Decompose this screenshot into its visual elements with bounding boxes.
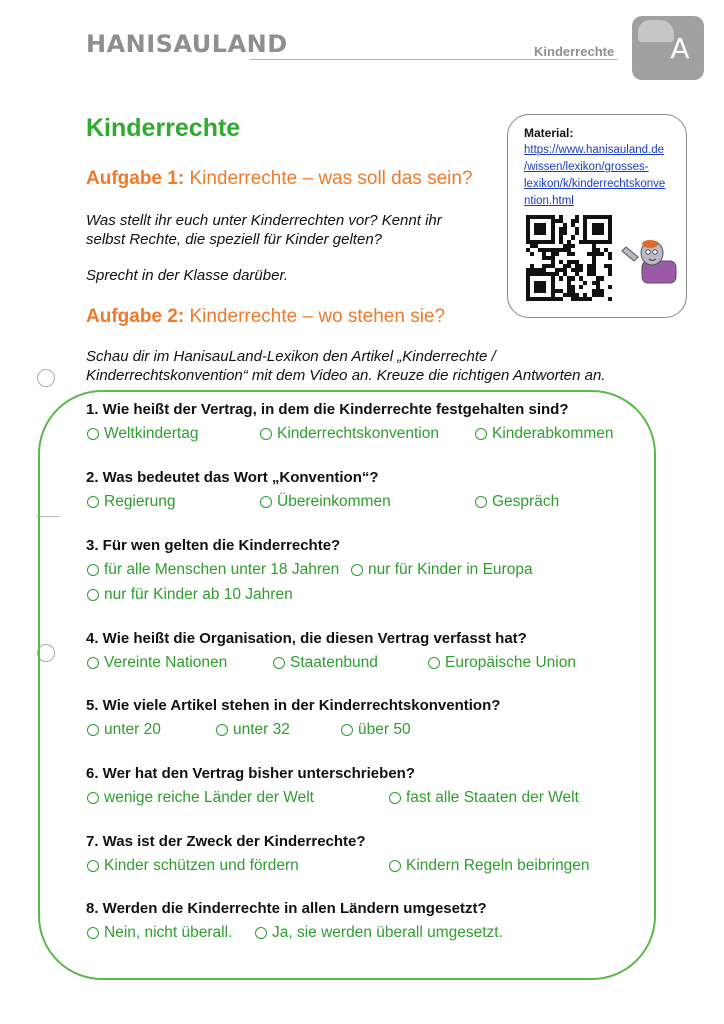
question-3: 3. Für wen gelten die Kinderrechte? [86,537,341,554]
option-label: Ja, sie werden überall umgesetzt. [272,924,503,941]
radio-circle-icon[interactable] [260,496,272,508]
option-label: Kindern Regeln beibringen [406,857,590,874]
question-2: 2. Was bedeutet das Wort „Konvention“? [86,469,379,486]
answer-option[interactable] [389,789,579,807]
option-label: Regierung [104,493,176,510]
radio-circle-icon[interactable] [351,564,363,576]
hanisauland-mascot-icon [616,235,678,285]
option-label: über 50 [358,721,411,738]
radio-circle-icon[interactable] [87,927,99,939]
answer-option[interactable] [341,721,411,739]
answer-option[interactable] [87,857,299,875]
hanisauland-logo: HANISAULAND [86,30,288,58]
answer-option[interactable] [87,721,161,739]
option-label: Gespräch [492,493,560,510]
radio-circle-icon[interactable] [389,860,401,872]
option-label: nur für Kinder ab 10 Jahren [104,586,293,603]
radio-circle-icon[interactable] [87,657,99,669]
answer-option[interactable] [87,654,227,672]
task-2-heading [86,306,445,328]
radio-circle-icon[interactable] [216,724,228,736]
answer-option[interactable] [87,924,232,942]
option-label: unter 20 [104,721,161,738]
task-1-discuss: Sprecht in der Klasse darüber. [86,267,289,284]
radio-circle-icon[interactable] [255,927,267,939]
radio-circle-icon[interactable] [475,428,487,440]
task-1-prompt-line: Was stellt ihr euch unter Kinderrechten vor? Kennt ihr [86,212,442,229]
answer-option[interactable] [87,561,339,579]
answer-option[interactable] [389,857,590,875]
material-label: Material: [524,126,574,140]
radio-circle-icon[interactable] [87,496,99,508]
option-label: nur für Kinder in Europa [368,561,533,578]
question-1: 1. Wie heißt der Vertrag, in dem die Kinderrechte festgehalten sind? [86,401,569,418]
radio-circle-icon[interactable] [475,496,487,508]
header-divider [250,59,618,60]
radio-circle-icon[interactable] [87,589,99,601]
qr-code-icon[interactable] [526,215,612,301]
question-7: 7. Was ist der Zweck der Kinderrechte? [86,833,366,850]
task-1-prompt-line: selbst Rechte, die speziell für Kinder gelten? [86,231,383,248]
task-1-title: Kinderrechte – was soll das sein? [189,168,473,189]
answer-option[interactable] [475,425,613,443]
option-label: fast alle Staaten der Welt [406,789,579,806]
header-section-label: Kinderrechte [534,44,615,59]
radio-circle-icon[interactable] [260,428,272,440]
material-link-line[interactable]: https://www.hanisauland.de [524,144,665,156]
task-2-number: Aufgabe 2: [86,306,185,327]
question-8: 8. Werden die Kinderrechte in allen Ländern umgesetzt? [86,900,487,917]
question-6: 6. Wer hat den Vertrag bisher unterschrieben? [86,765,415,782]
radio-circle-icon[interactable] [389,792,401,804]
task-2-title: Kinderrechte – wo stehen sie? [189,306,446,327]
task-2-prompt [86,347,605,385]
radio-circle-icon[interactable] [87,564,99,576]
option-label: Kinderabkommen [492,425,614,442]
option-label: Kinder schützen und fördern [104,857,299,874]
answer-option[interactable] [428,654,576,672]
badge-letter: A [670,32,690,65]
answer-option[interactable] [87,493,176,511]
radio-circle-icon[interactable] [428,657,440,669]
material-link-line[interactable]: lexikon/k/kinderrechtskonve [524,178,666,190]
option-label: unter 32 [233,721,290,738]
option-label: Europäische Union [445,654,576,671]
option-label: Vereinte Nationen [104,654,228,671]
material-link[interactable] [524,142,676,210]
radio-circle-icon[interactable] [273,657,285,669]
question-5: 5. Wie viele Artikel stehen in der Kinderrechtskonvention? [86,697,501,714]
material-box [507,114,687,318]
radio-circle-icon[interactable] [87,428,99,440]
answer-option[interactable] [255,924,503,942]
answer-option[interactable] [273,654,378,672]
option-label: Weltkindertag [104,425,199,442]
answer-option[interactable] [87,586,293,604]
question-4: 4. Wie heißt die Organisation, die diesen Vertrag verfasst hat? [86,630,527,647]
radio-circle-icon[interactable] [87,860,99,872]
radio-circle-icon[interactable] [341,724,353,736]
task-1-number: Aufgabe 1: [86,168,185,189]
page-title: Kinderrechte [86,114,241,142]
answer-option[interactable] [87,425,198,443]
binder-hole [37,369,55,387]
option-label: Übereinkommen [277,493,391,510]
option-label: Staatenbund [290,654,378,671]
worksheet-level-badge [632,16,704,80]
answer-option[interactable] [260,425,439,443]
answer-option[interactable] [475,493,559,511]
material-link-line[interactable]: /wissen/lexikon/grosses- [524,161,649,173]
option-label: Nein, nicht überall. [104,924,233,941]
task-1-prompt [86,211,442,249]
task-2-prompt-line: Kinderrechtskonvention“ mit dem Video an. Kreuze die richtigen Antworten an. [86,367,606,384]
task-1-heading [86,168,473,190]
option-label: wenige reiche Länder der Welt [104,789,314,806]
radio-circle-icon[interactable] [87,792,99,804]
answer-option[interactable] [260,493,391,511]
answer-option[interactable] [216,721,290,739]
option-label: Kinderrechtskonvention [277,425,439,442]
material-link-line[interactable]: ntion.html [524,195,574,207]
radio-circle-icon[interactable] [87,724,99,736]
answer-option[interactable] [351,561,533,579]
option-label: für alle Menschen unter 18 Jahren [104,561,340,578]
answer-option[interactable] [87,789,314,807]
task-2-prompt-line: Schau dir im HanisauLand-Lexikon den Artikel „Kinderrechte / [86,348,496,365]
